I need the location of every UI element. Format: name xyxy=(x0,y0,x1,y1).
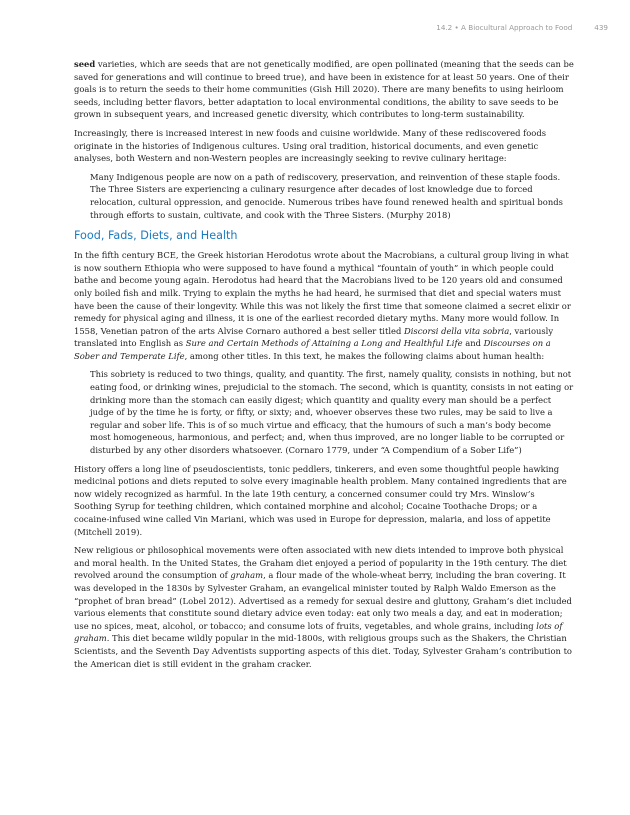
book-title: Discourses on a Sober and Temperate Life xyxy=(74,338,551,361)
page-body xyxy=(74,58,574,676)
paragraph-herodotus xyxy=(74,249,574,362)
paragraph-text: . This diet became wildly popular in the mid-1800s, with religious groups such as the Shakers, the Christian Scientists, and the Seventh Day Adventists supporting aspects of this diet. Today, Sylvester Graham’s contribution to the American diet is still evident in the graham cracker. xyxy=(74,633,572,669)
paragraph-heirloom-seeds xyxy=(74,58,574,121)
paragraph-rediscovered-foods: Increasingly, there is increased interest in new foods and cuisine worldwide. Many of these rediscovered foods originate in the histories of Indigenous cultures. Using oral tradition, historical documents, and even genetic analyses, both Western and non-Western peoples are increasingly seeking to revive culinary heritage: xyxy=(74,127,547,164)
book-title: Discorsi della vita sobria xyxy=(404,325,510,336)
paragraph-text: In the fifth century BCE, the Greek historian Herodotus wrote about the Macrobians, a cultural group living in what is now southern Ethiopia who were supposed to have found a mythical “fountain of youth” in which people could bathe and become young again. Herodotus had heard that the Macrobians lived to be 120 years old and consumed only boiled fish and milk. Trying to explain the myths he had heard, he surmised that diet and special waters must have been the cause of their longevity. While this was not likely the first time that someone claimed a secret elixir or remedy for physical aging and illness, it is one of the earliest recorded dietary myths. Many more would follow. In 1558, Venetian patron of the arts Alvise Cornaro authored a best seller titled xyxy=(74,250,571,336)
emphasis: graham xyxy=(230,570,264,581)
section-title: 14.2 • A Biocultural Approach to Food xyxy=(436,23,573,32)
paragraph-text: and xyxy=(462,338,484,349)
paragraph-text: , variously translated into English as xyxy=(74,325,554,349)
paragraph-text: , among other titles. In this text, he makes the following claims about human health: xyxy=(184,350,545,361)
key-term: seed xyxy=(74,59,96,69)
block-quote-three-sisters: Many Indigenous people are now on a path of rediscovery, preservation, and reinvention of these staple foods. The Three Sisters are experiencing a culinary resurgence after decades of lost knowledge due to forced relocation, cultural oppression, and genocide. Numerous tribes have found renewed health and spiritual bonds through efforts to sustain, cultivate, and cook with the Three Sisters. (Murphy 2018) xyxy=(90,171,563,220)
running-header xyxy=(436,23,608,32)
block-quote-cornaro: This sobriety is reduced to two things, quality, and quantity. The first, namely quality, consists in nothing, but not eating food, or drinking wines, prejudicial to the stomach. The second, which is quantity, consists in not eating or drinking more than the stomach can easily digest; which quantity and quality every man should be a perfect judge of by the time he is forty, or fifty, or sixty; and, whoever observes these two rules, may be said to live a regular and sober life. This is of so much virtue and efficacy, that the humours of such a man’s body become most homogeneous, harmonious, and perfect; and, when thus improved, are no longer liable to be corrupted or disturbed by any other disorders whatsoever. (Cornaro 1779, under “A Compendium of a Sober Life”) xyxy=(90,369,574,456)
paragraph-pseudoscientists: History offers a long line of pseudoscientists, tonic peddlers, tinkerers, and even some thoughtful people hawking medicinal potions and diets reputed to solve every imaginable health problem. Many contained ingredients that are now widely recognized as harmful. In the late 19th century, a concerned consumer could try Mrs. Winslow’s Soothing Syrup for teething children, which contained morphine and alcohol; Cocaine Toothache Drops; or a cocaine-infused wine called Vin Mariani, which was used in Europe for depression, malaria, and loss of appetite (Mitchell 2019). xyxy=(74,463,567,537)
emphasis: lots of graham xyxy=(74,620,563,644)
paragraph-graham-diet xyxy=(74,544,574,670)
book-title: Sure and Certain Methods of Attaining a Long and Healthful Life xyxy=(185,338,463,349)
paragraph-text: varieties, which are seeds that are not genetically modified, are open pollinated (meaning that the seeds can be saved for generations and will continue to breed true), and have been in existence for at least 50 years. One of their goals is to return the seeds to their home communities (Gish Hill 2020). There are many benefits to using heirloom seeds, including better flavors, better adaptation to local environmental conditions, the ability to save seeds to be grown in subsequent years, and increased genetic diversity, which contributes to long-term sustainability. xyxy=(74,59,574,120)
paragraph-text: New religious or philosophical movements were often associated with new diets intended to improve both physical and moral health. In the United States, the Graham diet enjoyed a period of popularity in the 19th century. The diet revolved around the consumption of xyxy=(74,545,567,581)
page-number: 439 xyxy=(594,23,608,32)
paragraph-text: , a flour made of the whole-wheat berry, including the bran covering. It was developed in the 1830s by Sylvester Graham, an evangelical minister touted by Ralph Waldo Emerson as the “prophet of bran bread” (Lobel 2012). Advertised as a remedy for sexual desire and gluttony, Graham’s diet included various elements that constitute sound dietary advice even today: eat only two meals a day, and eat in moderation; use no spices, meat, alcohol, or tobacco; and consume lots of fruits, vegetables, and whole grains, including xyxy=(74,570,572,631)
section-heading: Food, Fads, Diets, and Health xyxy=(74,229,238,243)
